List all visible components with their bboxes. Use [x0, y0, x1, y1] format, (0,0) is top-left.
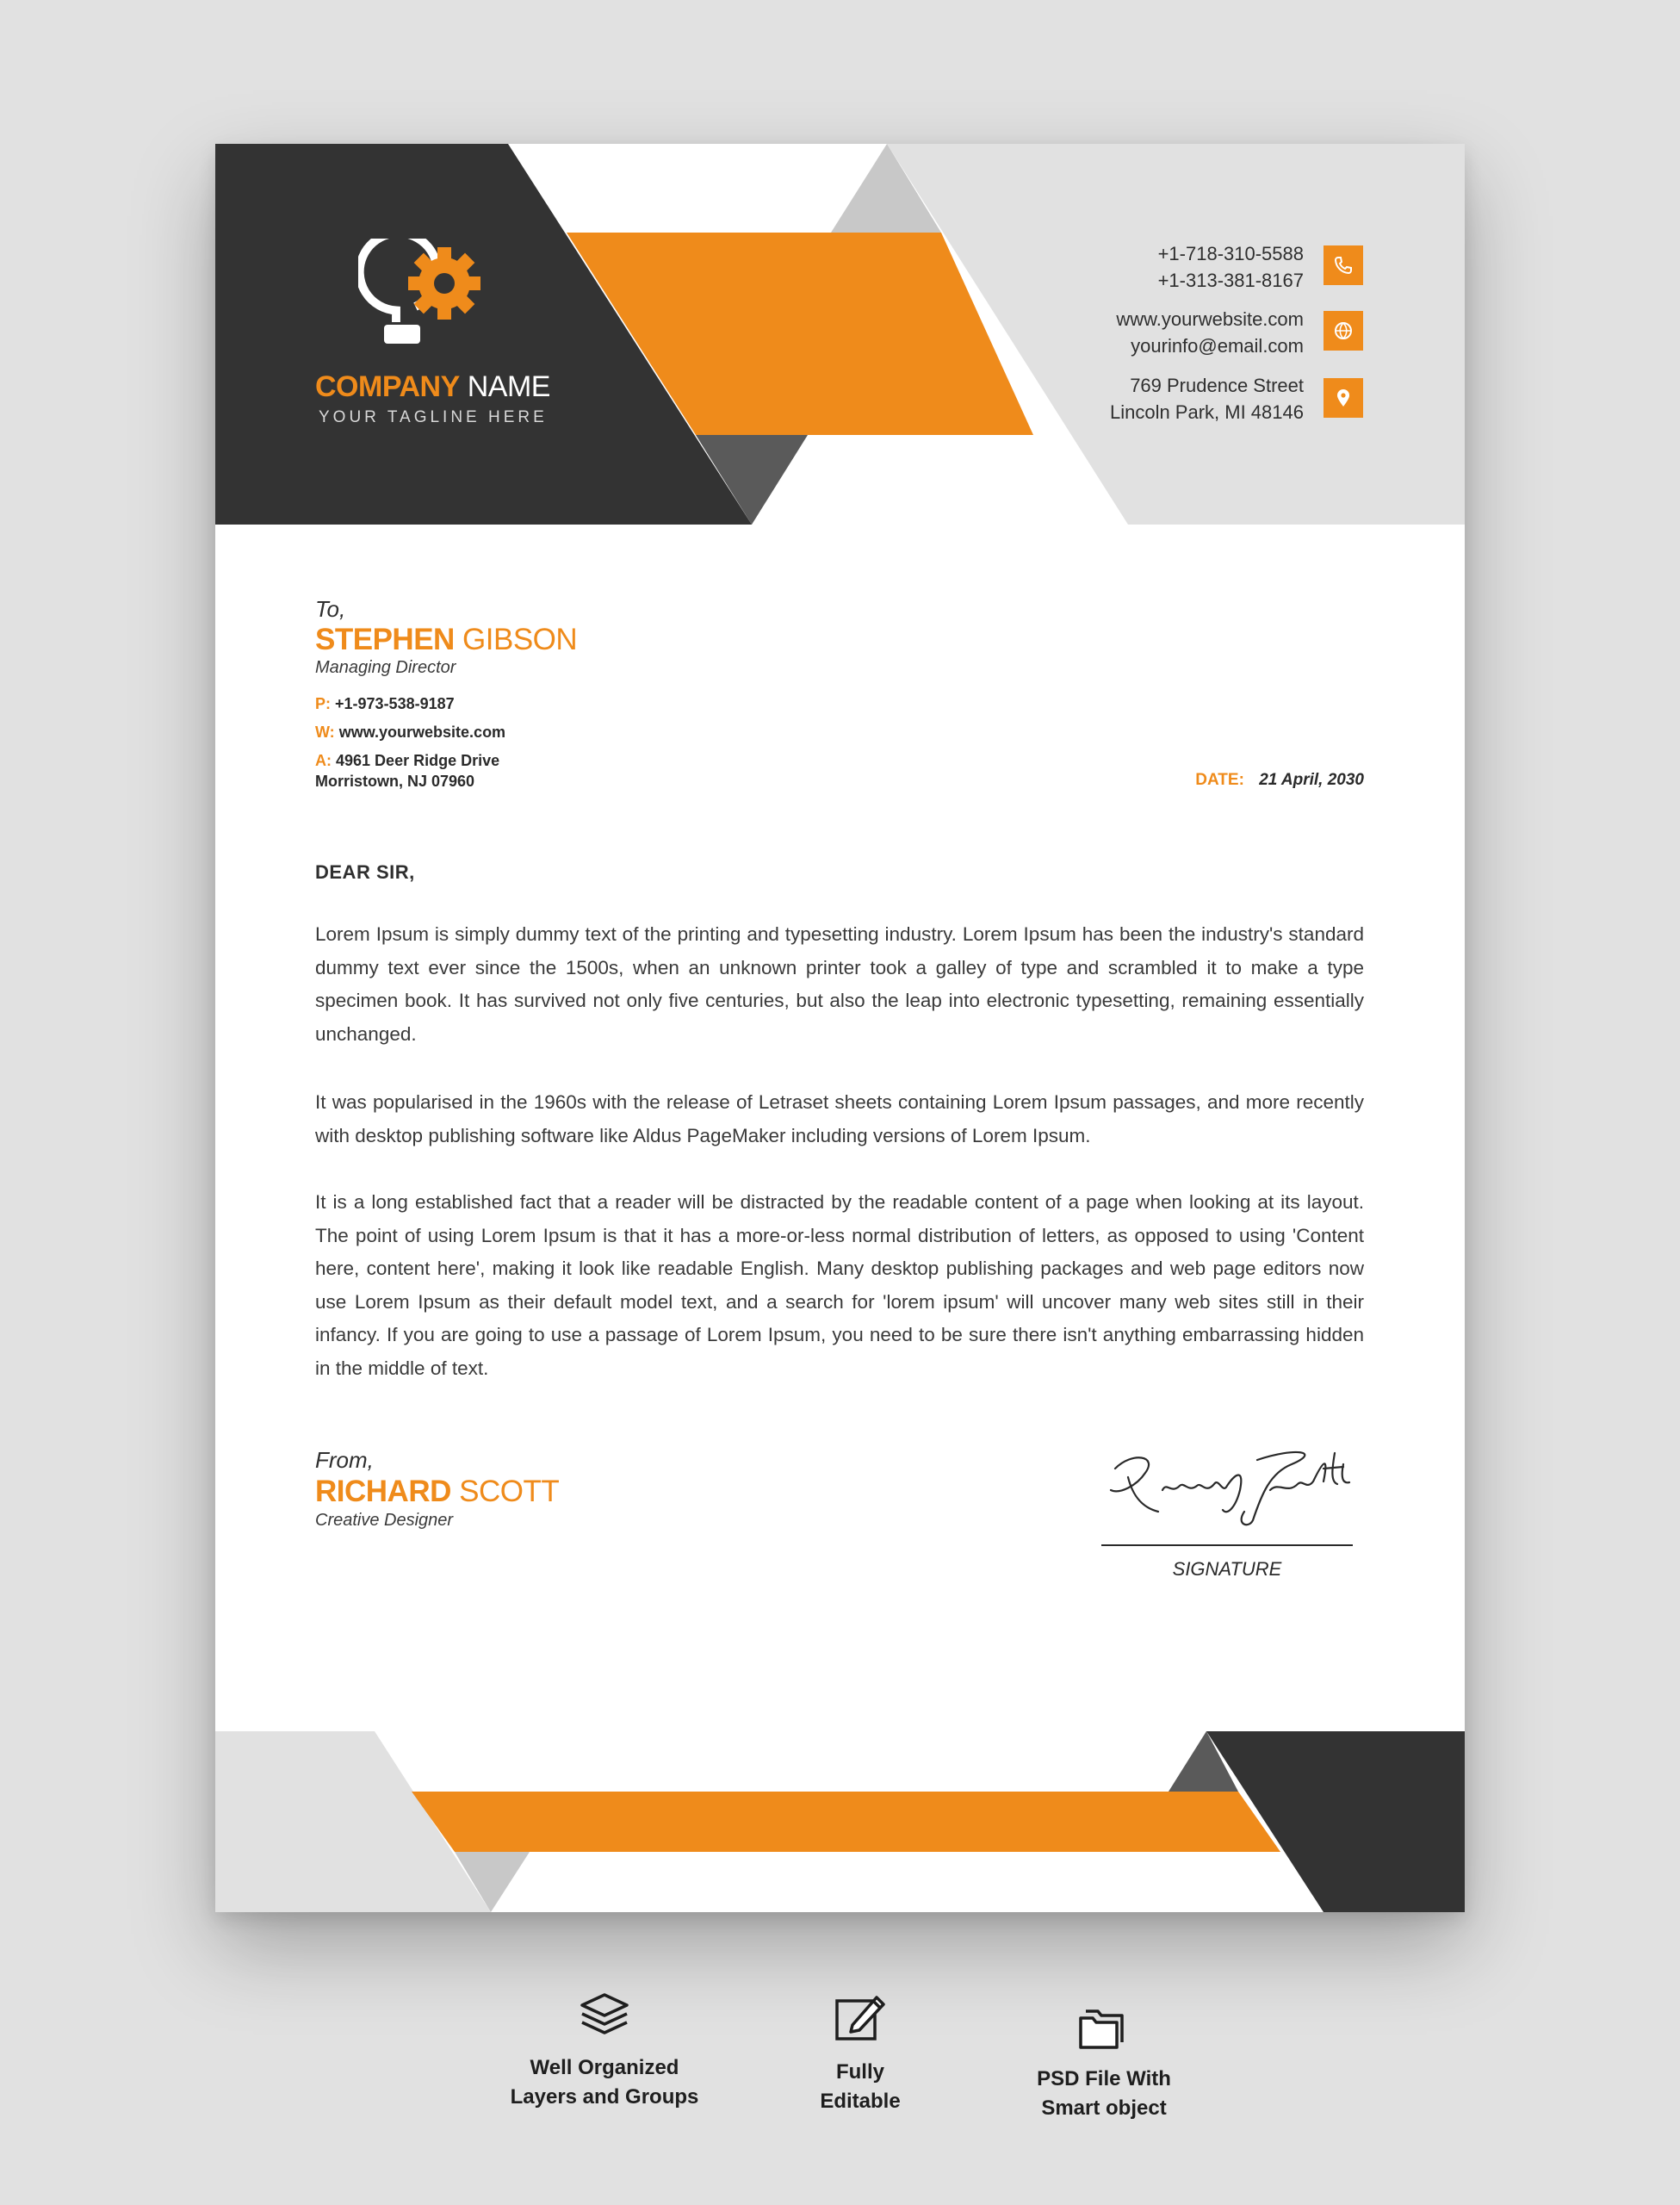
contact-email: yourinfo@email.com	[1131, 335, 1304, 357]
recipient-web	[315, 724, 505, 742]
body-paragraph-2: It was popularised in the 1960s with the release of Letraset sheets containing Lorem Ipsum passages, and more recently with desktop publishing software like Aldus PageMaker including versions of Lorem Ipsum.	[315, 1091, 1364, 1146]
recipient-address-2: Morristown, NJ 07960	[315, 773, 475, 790]
feature-psd	[1006, 2003, 1202, 2123]
feature-psd-line-2: Smart object	[1041, 2096, 1167, 2120]
recipient-title: Managing Director	[315, 658, 456, 677]
handwritten-signature	[1098, 1443, 1365, 1537]
body-paragraph-1: Lorem Ipsum is simply dummy text of the printing and typesetting industry. Lorem Ipsum has been the industry's standard dummy text ever since the 1500s, when an unknown printer took a galley of type and scrambled it to make a type specimen book. It has survived not only five centuries, but also the leap into electronic typesetting, remaining essentially unchanged.	[315, 923, 1364, 1045]
recipient-phone-value: +1-973-538-9187	[335, 695, 455, 712]
contact-address-1: 769 Prudence Street	[1130, 375, 1304, 396]
recipient-address-key: A:	[315, 752, 332, 769]
recipient-first-name: STEPHEN	[315, 623, 455, 656]
date-value: 21 April, 2030	[1259, 771, 1364, 789]
recipient-phone	[315, 695, 455, 713]
recipient-phone-key: P:	[315, 695, 331, 712]
lightbulb-gear-icon	[358, 239, 496, 359]
company-name-bold: COMPANY	[315, 370, 460, 403]
company-name	[315, 370, 573, 404]
to-label: To,	[315, 596, 346, 622]
contact-phones	[1158, 240, 1304, 294]
date-label: DATE:	[1195, 771, 1244, 789]
contact-web	[1116, 306, 1304, 359]
footer-decoration	[215, 1731, 1465, 1912]
body-paragraph-3: It is a long established fact that a reader will be distracted by the readable content of a page when looking at its layout. The point of using Lorem Ipsum is that it has a more-or-less normal distribution of letters, as opposed to using 'Content here, content here', making it look like readable English. Many desktop publishing packages and web page editors now use Lorem Ipsum as their default model text, and a search for 'lorem ipsum' will uncover many web sites still in their infancy. If you are going to use a passage of Lorem Ipsum, you need to be sure there isn't anything embarrassing hidden in the middle of text.	[315, 1191, 1364, 1379]
company-tagline: YOUR TAGLINE HERE	[319, 408, 548, 426]
feature-editable-line-2: Editable	[820, 2090, 901, 2113]
feature-editable-line-1: Fully	[835, 2060, 884, 2084]
letterhead-page	[215, 144, 1465, 1912]
feature-layers	[478, 1991, 731, 2112]
letter-date	[1195, 771, 1364, 790]
folder-icon	[1077, 2003, 1131, 2051]
contact-address-2: Lincoln Park, MI 48146	[1109, 401, 1304, 423]
salutation: DEAR SIR,	[315, 861, 415, 883]
layers-icon	[579, 1991, 630, 2040]
contact-website: www.yourwebsite.com	[1116, 308, 1304, 330]
signature-line	[1101, 1544, 1353, 1546]
signature-label: SIGNATURE	[1172, 1558, 1282, 1580]
recipient-web-key: W:	[315, 724, 335, 741]
sender-name	[315, 1475, 559, 1509]
phone-icon	[1324, 245, 1363, 285]
recipient-name	[315, 623, 577, 657]
edit-icon	[834, 1992, 887, 2044]
recipient-address-1: 4961 Deer Ridge Drive	[336, 752, 500, 769]
contact-phone-1: +1-718-310-5588	[1157, 243, 1304, 264]
sender-first-name: RICHARD	[315, 1475, 451, 1508]
globe-icon	[1324, 311, 1363, 351]
feature-layers-line-1: Well Organized	[530, 2056, 679, 2079]
recipient-address	[315, 752, 499, 770]
feature-editable	[775, 1992, 945, 2116]
sender-title: Creative Designer	[315, 1511, 454, 1530]
company-name-rest: NAME	[467, 370, 550, 403]
recipient-last-name: GIBSON	[462, 623, 578, 656]
location-pin-icon	[1324, 378, 1363, 418]
contact-address	[1110, 372, 1304, 425]
from-label: From,	[315, 1447, 374, 1473]
feature-psd-line-1: PSD File With	[1037, 2067, 1171, 2090]
feature-layers-line-2: Layers and Groups	[510, 2085, 699, 2109]
recipient-web-value: www.yourwebsite.com	[338, 724, 506, 741]
contact-phone-2: +1-313-381-8167	[1157, 270, 1304, 291]
sender-last-name: SCOTT	[459, 1475, 560, 1508]
